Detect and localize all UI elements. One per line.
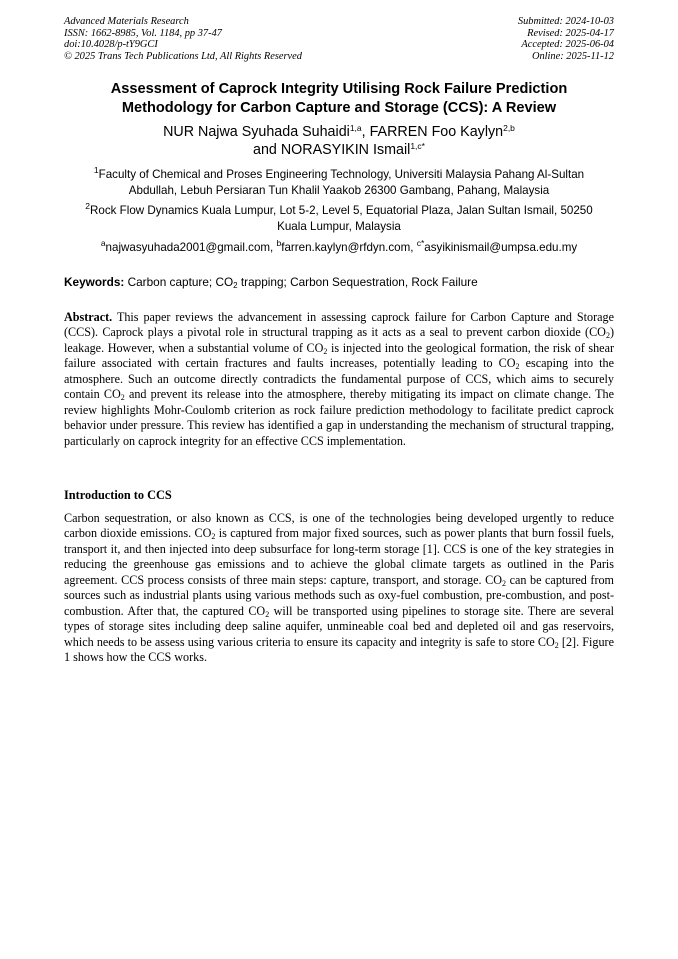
author-affiliation-mark: 2,b: [503, 123, 515, 133]
abstract: [64, 310, 614, 449]
abstract-text: This paper reviews the advancement in assessing caprock failure for Carbon Capture and Storage (CCS). Caprock plays a pivotal role in structural trapping as it acts as a seal to prevent carbon dioxide (CO: [64, 310, 614, 340]
abstract-text: escaping into the atmosphere. Such an outcome directly contradicts the fundamental purpose of CCS, which aims to securely contain CO: [64, 356, 614, 402]
abstract-label: Abstract.: [64, 310, 113, 324]
author-affiliation-mark: 1,c*: [410, 140, 425, 151]
subscript: 2: [515, 362, 520, 372]
revised-date: Revised: 2025-04-17: [527, 27, 614, 39]
abstract-text: ) leakage. However, when a substantial volume of CO: [64, 325, 614, 355]
journal-name: Advanced Materials Research: [64, 16, 189, 27]
subscript: 2: [502, 578, 507, 588]
section-heading-introduction: Introduction to CCS: [64, 488, 172, 502]
author-conjunction: and: [253, 141, 281, 158]
author-emails: [64, 240, 614, 255]
body-text: can be captured from sources such as industrial plants using various methods such as oxy-fuel combustion, pre-combustion, and post-combustion. After that, the captured CO: [64, 572, 615, 618]
journal-info: [64, 16, 302, 62]
affiliation-number: 2: [85, 201, 91, 211]
accepted-date: Accepted: 2025-06-04: [521, 39, 614, 51]
email-mark: c*: [416, 238, 425, 248]
title-line-1: Assessment of Caprock Integrity Utilising Rock Failure Prediction: [110, 81, 568, 97]
affiliation-text: Faculty of Chemical and Proses Engineering Technology, Universiti Malaysia Pahang Al-Sultan: [98, 168, 585, 181]
affiliation-number: 1: [93, 165, 99, 175]
issn: ISSN: 1662-8985, Vol. 1184, pp 37-47: [64, 27, 222, 39]
email-mark: b: [276, 238, 282, 248]
affiliation-2: [64, 203, 614, 234]
publication-dates: [518, 16, 614, 62]
subscript: 2: [265, 609, 270, 619]
keywords: [64, 275, 614, 290]
introduction-paragraph: [64, 511, 614, 666]
subscript: 2: [554, 640, 559, 650]
paper-title: [64, 80, 614, 117]
subscript: 2: [605, 331, 610, 341]
email-link[interactable]: farren.kaylyn@rfdyn.com,: [281, 241, 417, 254]
author-affiliation-mark: 1,a: [349, 123, 362, 133]
email-mark: a: [100, 238, 106, 248]
online-date: Online: 2025-11-12: [531, 50, 614, 62]
author-name: FARREN Foo Kaylyn: [369, 124, 504, 140]
abstract-text: is injected into the geological formation, the risk of shear failure associated with certain fractures and faults increases, potentially leading to CO: [64, 340, 614, 371]
affiliation-text: Abdullah, Lebuh Persiaran Tun Khalil Yaakob 26300 Gambang, Pahang, Malaysia: [128, 183, 550, 197]
title-line-2: Methodology for Carbon Capture and Storage (CCS): A Review: [121, 99, 557, 116]
author-separator: ,: [361, 124, 370, 140]
copyright: © 2025 Trans Tech Publications Ltd, All Rights Reserved: [64, 50, 302, 62]
keywords-text: trapping; Carbon Sequestration, Rock Failure: [237, 275, 478, 289]
affiliation-text: Kuala Lumpur, Malaysia: [277, 219, 401, 233]
author-name: NORASYIKIN Ismail: [280, 141, 411, 158]
subscript: 2: [323, 346, 328, 356]
submitted-date: Submitted: 2024-10-03: [517, 16, 614, 27]
body-text: Carbon sequestration, or also known as CCS, is one of the technologies being developed urgently to reduce carbon dioxide emissions. CO: [64, 511, 614, 541]
abstract-text: and prevent its release into the atmosphere, thereby mitigating its impact on climate change. The review highlights Mohr-Coulomb criterion as rock failure prediction methodology to facilitate predict caprock behavior under pressure. This review has identified a gap in understanding the mechanism of structural trapping, particularly on caprock integrity for an effective CCS implementation.: [64, 387, 614, 448]
body-text: [2]. Figure 1 shows how the CCS works.: [64, 634, 614, 665]
subscript: 2: [233, 281, 238, 290]
affiliation-1: [64, 167, 614, 198]
doi[interactable]: doi:10.4028/p-tY9GCI: [64, 39, 158, 51]
keywords-label: Keywords:: [64, 275, 125, 289]
keywords-text: Carbon capture; CO: [124, 275, 234, 289]
email-link[interactable]: asyikinismail@umpsa.edu.my: [424, 241, 578, 254]
body-text: is captured from major fixed sources, such as power plants that burn fossil fuels, transport it, and then injected into deep subsurface for long-term storage [1]. CCS is one of the key strategies in reducing the greenhouse gas emissions and to achieve the global climate targets as outlined in the Paris agreement. CCS process consists of three main steps: capture, transport, and storage. CO: [64, 526, 614, 587]
affiliation-text: Rock Flow Dynamics Kuala Lumpur, Lot 5-2, Level 5, Equatorial Plaza, Jalan Sultan Ismail, 50250: [90, 204, 593, 217]
author-list: [64, 124, 614, 159]
author-name: NUR Najwa Syuhada Suhaidi: [163, 124, 350, 140]
subscript: 2: [120, 393, 125, 403]
email-link[interactable]: najwasyuhada2001@gmail.com,: [105, 241, 277, 254]
body-text: will be transported using pipelines to storage site. There are several types of storage sites including deep saline aquifer, unmineable coal bed and depleted oil and gas reservoirs, which needs to be assess using various criteria to ensure its capacity and integrity is safe to store CO: [64, 603, 615, 649]
subscript: 2: [211, 532, 216, 542]
